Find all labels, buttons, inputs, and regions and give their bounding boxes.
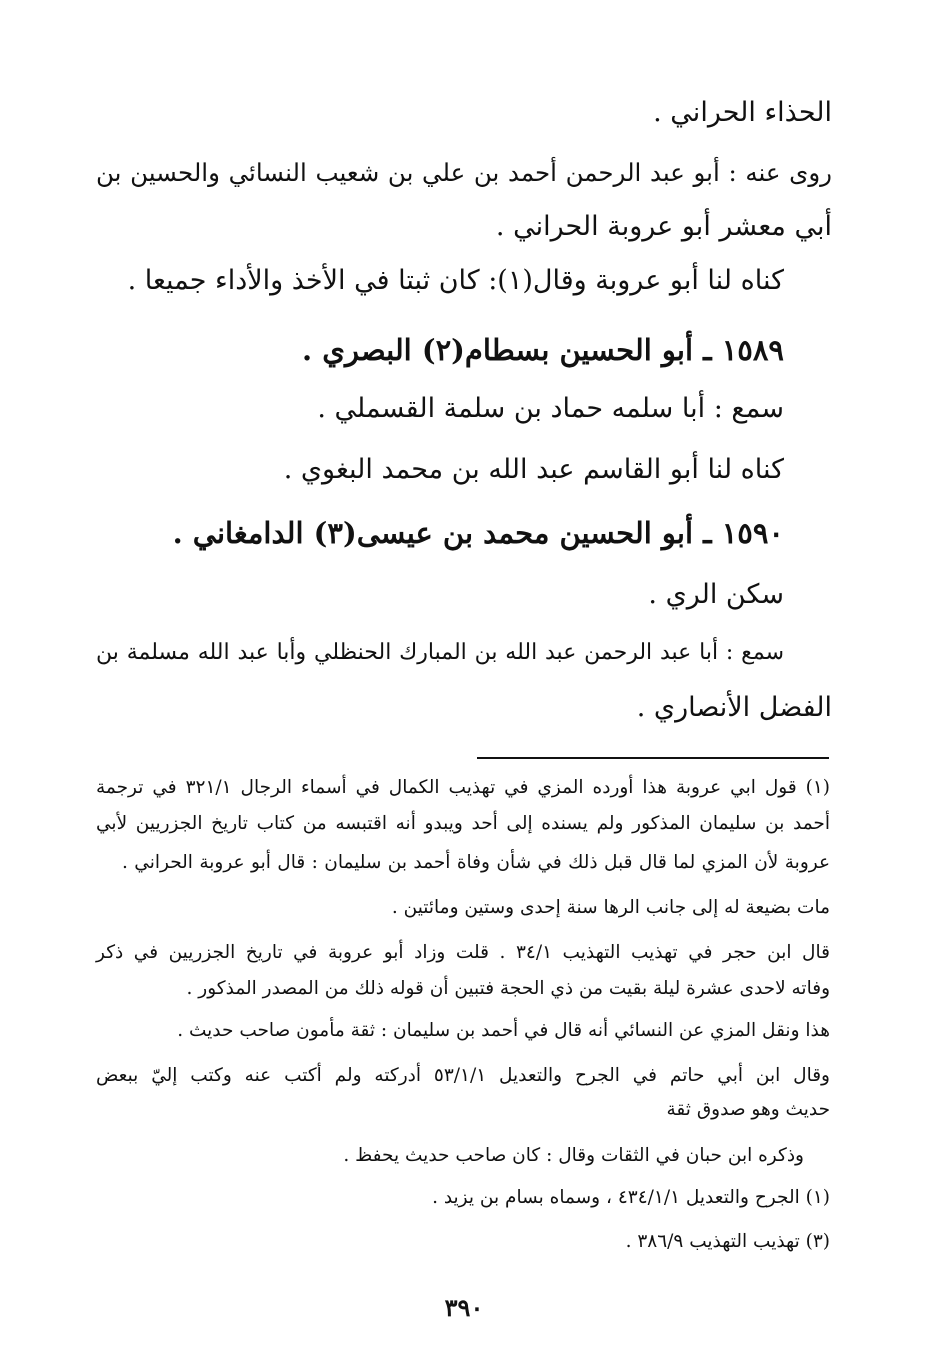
footnote-line-1: (١) قول ابي عروبة هذا أورده المزي في تهذيب الكمال في أسماء الرجال ٣٢١/١ في ترجمة	[96, 777, 830, 798]
footnote-line-3: عروبة لأن المزي لما قال قبل ذلك في شأن وفاة أحمد بن سليمان : قال أبو عروبة الحراني .	[122, 852, 830, 873]
body-line-2: روى عنه : أبو عبد الرحمن أحمد بن علي بن شعيب النسائي والحسين بن	[96, 158, 832, 187]
footnote-line-5: قال ابن حجر في تهذيب التهذيب ٣٤/١ . قلت وزاد أبو عروبة في تاريخ الجزريين في ذكر	[96, 942, 830, 963]
footnote-line-8: وقال ابن أبي حاتم في الجرح والتعديل ٥٣/١/١ أدركته ولم أكتب عنه وكتب إليّ ببعض	[96, 1065, 830, 1086]
body-line-4: كناه لنا أبو عروبة وقال(١): كان ثبتا في الأخذ والأداء جميعا .	[127, 265, 784, 296]
body-line-10: سمع : أبا عبد الرحمن عبد الله بن المبارك الحنظلي وأبا عبد الله مسلمة بن	[96, 640, 784, 665]
footnote-line-6: وفاته لاحدى عشرة ليلة بقيت من ذي الحجة فتبين أن قوله ذلك من المصدر المذكور .	[186, 978, 830, 999]
footnote-separator	[477, 757, 829, 759]
footnote-line-12: (٣) تهذيب التهذيب ٣٨٦/٩ .	[625, 1231, 830, 1252]
footnote-line-11: (١) الجرح والتعديل ٤٣٤/١/١ ، وسماه بسام بن يزيد .	[432, 1187, 830, 1208]
body-line-9: سكن الري .	[648, 579, 784, 610]
footnote-line-4: مات بضيعة له إلى جانب الرها سنة إحدى وستين ومائتين .	[391, 897, 830, 918]
footnote-line-2: أحمد بن سليمان المذكور ولم يسنده إلى أحد ويبدو أنه اقتبسه من كتاب تاريخ الجزريين لأبي	[96, 813, 830, 834]
footnote-line-10: وذكره ابن حبان في الثقات وقال : كان صاحب حديث يحفظ .	[343, 1145, 804, 1166]
footnote-line-7: هذا ونقل المزي عن النسائي أنه قال في أحمد بن سليمان : ثقة مأمون صاحب حديث .	[177, 1020, 830, 1041]
footnote-line-9: حديث وهو صدوق ثقة	[666, 1099, 830, 1120]
body-line-6: سمع : أبا سلمه حماد بن سلمة القسملي .	[317, 393, 784, 424]
entry-heading-1589: ١٥٨٩ ـ أبو الحسين بسطام(٢) البصري .	[302, 333, 784, 367]
body-line-3: أبي معشر أبو عروبة الحراني .	[495, 211, 832, 242]
body-line-11: الفضل الأنصاري .	[636, 692, 832, 723]
page-number: ٣٩٠	[444, 1293, 484, 1322]
entry-heading-1590: ١٥٩٠ ـ أبو الحسين محمد بن عيسى(٣) الدامغاني .	[172, 516, 784, 550]
body-line-1: الحذاء الحراني .	[653, 97, 832, 128]
body-line-7: كناه لنا أبو القاسم عبد الله بن محمد البغوي .	[283, 454, 784, 485]
